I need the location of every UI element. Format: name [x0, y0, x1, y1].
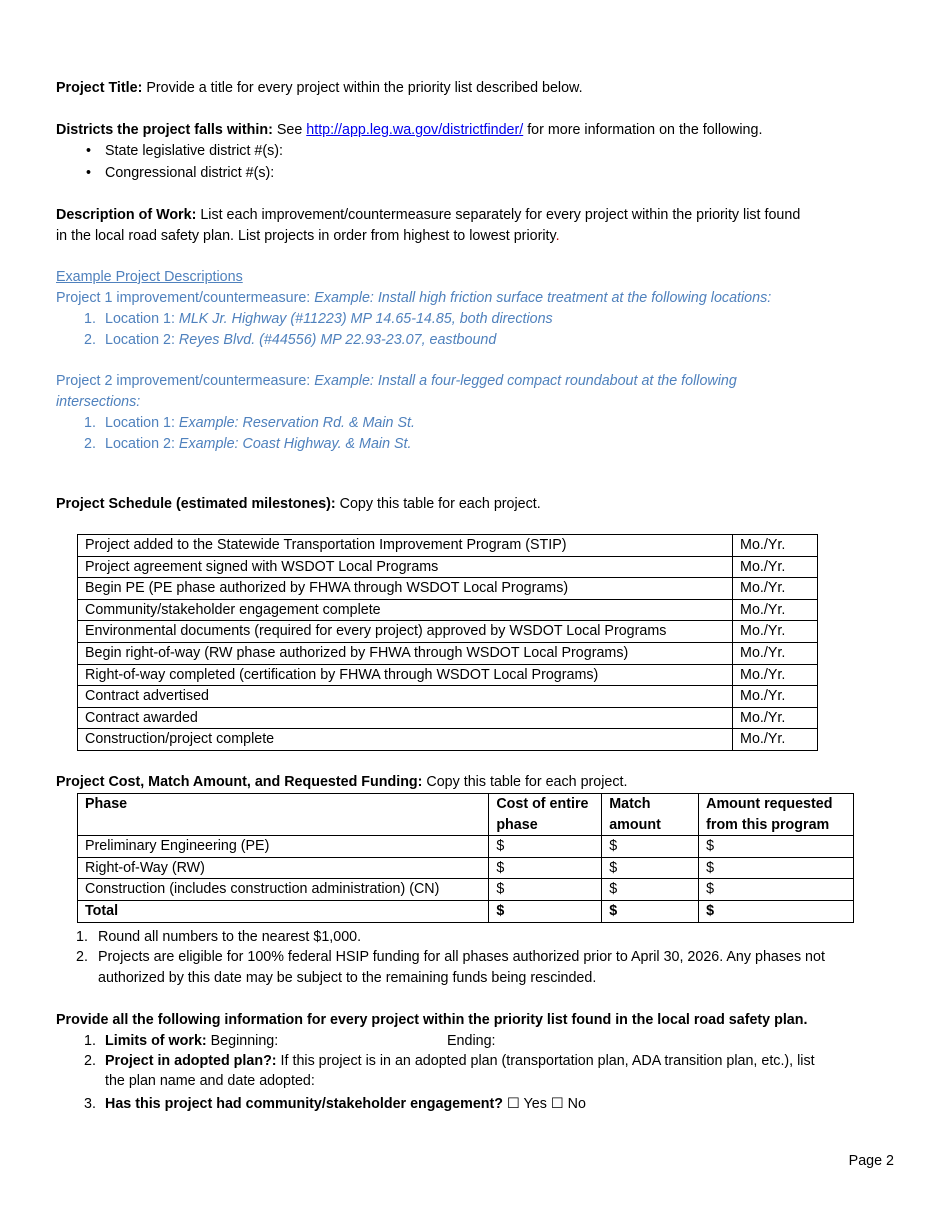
districts-label: Districts the project falls within: — [56, 122, 273, 138]
bullet-icon: • — [86, 143, 92, 159]
requested-cell[interactable]: $ — [699, 879, 854, 901]
schedule-row — [78, 729, 818, 751]
milestone-cell: Environmental documents (required for every project) approved by WSDOT Local Programs — [78, 621, 733, 643]
schedule-row — [78, 621, 818, 643]
description-label: Description of Work: — [56, 207, 197, 223]
no-checkbox[interactable]: ☐ No — [546, 1096, 586, 1112]
header-cost-line-2: phase — [496, 816, 538, 833]
cost-row-total — [78, 900, 854, 922]
schedule-row — [78, 664, 818, 686]
total-requested-cell[interactable]: $ — [699, 900, 854, 922]
location-detail: Example: Reservation Rd. & Main St. — [178, 415, 415, 431]
limits-beginning[interactable]: Beginning: — [206, 1033, 279, 1049]
match-cell[interactable]: $ — [602, 879, 699, 901]
requested-cell[interactable]: $ — [699, 857, 854, 879]
milestone-cell: Project agreement signed with WSDOT Local Programs — [78, 556, 733, 578]
example-project-1 — [56, 290, 771, 306]
schedule-row — [78, 578, 818, 600]
header-requested-line-1: Amount requested — [706, 796, 833, 812]
description-line-1 — [56, 207, 800, 223]
list-number: 1. — [76, 929, 88, 945]
district-finder-link[interactable]: http://app.leg.wa.gov/districtfinder/ — [306, 122, 524, 138]
schedule-heading — [56, 496, 541, 512]
milestone-cell: Project added to the Statewide Transportation Improvement Program (STIP) — [78, 535, 733, 557]
header-requested-line-2: from this program — [706, 816, 830, 833]
cost-table — [77, 793, 854, 923]
plan-text-1: If this project is in an adopted plan (transportation plan, ADA transition plan, etc.), list — [276, 1053, 815, 1069]
cost-cell[interactable]: $ — [489, 857, 602, 879]
cost-row-pe — [78, 836, 854, 858]
schedule-row — [78, 707, 818, 729]
schedule-label: Project Schedule (estimated milestones): — [56, 496, 336, 512]
limits-label: Limits of work: — [105, 1033, 207, 1049]
yes-checkbox[interactable]: ☐ Yes — [503, 1096, 547, 1112]
list-number: 2. — [76, 949, 88, 965]
milestone-cell: Begin right-of-way (RW phase authorized by FHWA through WSDOT Local Programs) — [78, 642, 733, 664]
location-text — [105, 436, 411, 452]
list-number: 2. — [84, 1053, 96, 1069]
milestone-cell: Begin PE (PE phase authorized by FHWA through WSDOT Local Programs) — [78, 578, 733, 600]
location-detail: Reyes Blvd. (#44556) MP 22.93-23.07, eastbound — [178, 332, 497, 348]
description-period: . — [555, 228, 560, 244]
location-detail: Example: Coast Highway. & Main St. — [178, 436, 412, 452]
districts-line — [56, 122, 762, 138]
location-prefix: Location 2: — [105, 436, 179, 452]
cost-cell[interactable]: $ — [489, 879, 602, 901]
cost-phase-cell: Preliminary Engineering (PE) — [78, 836, 489, 858]
cost-label: Project Cost, Match Amount, and Requested Funding: — [56, 774, 423, 790]
page-number: Page 2 — [848, 1153, 894, 1169]
cost-cell[interactable]: $ — [489, 836, 602, 858]
list-number: 3. — [84, 1096, 96, 1112]
header-match-line-1: Match — [609, 796, 651, 812]
schedule-row — [78, 535, 818, 557]
milestone-cell: Contract awarded — [78, 707, 733, 729]
total-cost-cell[interactable]: $ — [489, 900, 602, 922]
match-cell[interactable]: $ — [602, 836, 699, 858]
header-match — [602, 794, 699, 836]
total-label-cell: Total — [78, 900, 489, 922]
schedule-row — [78, 599, 818, 621]
milestone-cell: Construction/project complete — [78, 729, 733, 751]
districts-post-link: for more information on the following. — [523, 122, 763, 138]
schedule-text: Copy this table for each project. — [335, 496, 541, 512]
example-project-2-text: Example: Install a four-legged compact roundabout at the following — [314, 373, 737, 389]
milestone-date-cell[interactable]: Mo./Yr. — [733, 535, 818, 557]
match-cell[interactable]: $ — [602, 857, 699, 879]
location-prefix: Location 2: — [105, 332, 179, 348]
bullet-text: Congressional district #(s): — [105, 165, 275, 181]
list-number: 1. — [84, 415, 96, 431]
engagement-text — [105, 1096, 586, 1112]
provide-heading: Provide all the following information for every project within the priority list found in the local road safety plan. — [56, 1012, 808, 1028]
example-project-1-text: Example: Install high friction surface treatment at the following locations: — [314, 290, 772, 306]
total-match-cell[interactable]: $ — [602, 900, 699, 922]
examples-heading: Example Project Descriptions — [56, 269, 243, 285]
milestone-date-cell[interactable]: Mo./Yr. — [733, 578, 818, 600]
plan-text-2[interactable]: the plan name and date adopted: — [105, 1073, 315, 1089]
example-project-2-prefix: Project 2 improvement/countermeasure: — [56, 373, 315, 389]
header-match-line-2: amount — [609, 816, 661, 833]
milestone-date-cell[interactable]: Mo./Yr. — [733, 707, 818, 729]
cost-heading — [56, 774, 627, 790]
location-text — [105, 415, 415, 431]
location-prefix: Location 1: — [105, 415, 179, 431]
list-number: 1. — [84, 311, 96, 327]
bullet-icon: • — [86, 165, 92, 181]
project-title-line — [56, 80, 583, 96]
cost-row-cn — [78, 879, 854, 901]
header-requested — [699, 794, 854, 836]
project-title-text: Provide a title for every project within the priority list described below. — [142, 80, 583, 96]
milestone-date-cell[interactable]: Mo./Yr. — [733, 642, 818, 664]
header-cost — [489, 794, 602, 836]
project-title-label: Project Title: — [56, 80, 143, 96]
limits-ending[interactable]: Ending: — [447, 1033, 496, 1049]
note-text: Projects are eligible for 100% federal HSIP funding for all phases authorized prior to April 30, 2026. Any phases not — [98, 949, 825, 965]
location-prefix: Location 1: — [105, 311, 179, 327]
location-detail: MLK Jr. Highway (#11223) MP 14.65-14.85, both directions — [178, 311, 553, 327]
milestone-date-cell[interactable]: Mo./Yr. — [733, 664, 818, 686]
requested-cell[interactable]: $ — [699, 836, 854, 858]
plan-text — [105, 1053, 815, 1069]
milestone-cell: Community/stakeholder engagement complete — [78, 599, 733, 621]
list-number: 1. — [84, 1033, 96, 1049]
schedule-row — [78, 642, 818, 664]
cost-phase-cell: Right-of-Way (RW) — [78, 857, 489, 879]
cost-header-row — [78, 794, 854, 836]
description-text-1: List each improvement/countermeasure separately for every project within the priority list found — [196, 207, 801, 223]
milestone-cell: Right-of-way completed (certification by FHWA through WSDOT Local Programs) — [78, 664, 733, 686]
milestone-date-cell[interactable]: Mo./Yr. — [733, 729, 818, 751]
header-cost-line-1: Cost of entire — [496, 796, 589, 812]
bullet-text: State legislative district #(s): — [105, 143, 283, 159]
engagement-label: Has this project had community/stakeholder engagement? — [105, 1096, 504, 1112]
cost-text: Copy this table for each project. — [422, 774, 628, 790]
description-text-2: in the local road safety plan. List projects in order from highest to lowest priority — [56, 228, 556, 244]
milestone-date-cell[interactable]: Mo./Yr. — [733, 621, 818, 643]
schedule-table — [77, 534, 818, 751]
milestone-date-cell[interactable]: Mo./Yr. — [733, 686, 818, 708]
limits-text — [105, 1033, 278, 1049]
list-number: 2. — [84, 436, 96, 452]
plan-label: Project in adopted plan?: — [105, 1053, 277, 1069]
cost-row-rw — [78, 857, 854, 879]
districts-pre-link: See — [272, 122, 307, 138]
example-project-1-prefix: Project 1 improvement/countermeasure: — [56, 290, 315, 306]
schedule-row — [78, 556, 818, 578]
location-text — [105, 311, 553, 327]
description-line-2 — [56, 228, 560, 244]
header-phase: Phase — [78, 794, 489, 836]
location-text — [105, 332, 496, 348]
example-project-2 — [56, 373, 737, 389]
example-project-2-text-2: intersections: — [56, 394, 141, 410]
schedule-row — [78, 686, 818, 708]
note-text: Round all numbers to the nearest $1,000. — [98, 929, 362, 945]
milestone-cell: Contract advertised — [78, 686, 733, 708]
milestone-date-cell[interactable]: Mo./Yr. — [733, 556, 818, 578]
schedule-table-body — [78, 535, 818, 751]
cost-phase-cell: Construction (includes construction administration) (CN) — [78, 879, 489, 901]
note-text-2: authorized by this date may be subject to the remaining funds being rescinded. — [98, 970, 597, 986]
list-number: 2. — [84, 332, 96, 348]
milestone-date-cell[interactable]: Mo./Yr. — [733, 599, 818, 621]
